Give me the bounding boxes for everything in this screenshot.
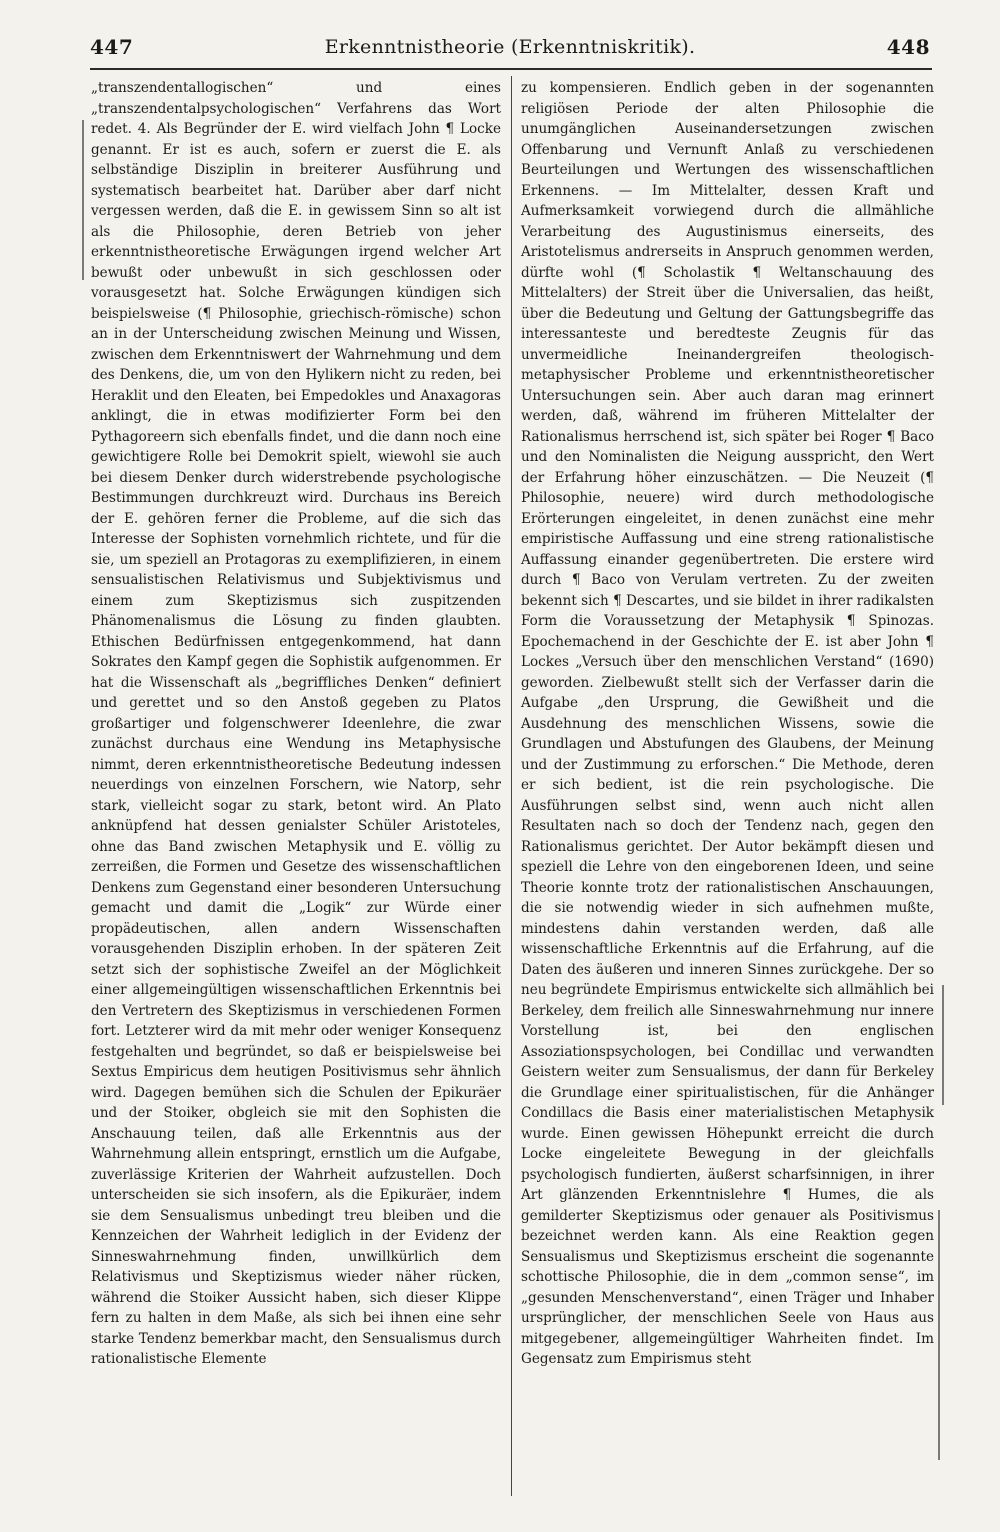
- margin-pencil-mark: [942, 985, 944, 1105]
- running-title: Erkenntnistheorie (Erkenntniskritik).: [324, 36, 696, 58]
- left-page-number: 447: [90, 35, 134, 59]
- header-rule: [90, 68, 932, 70]
- left-column: [91, 78, 501, 1370]
- margin-pencil-mark: [938, 1210, 940, 1460]
- column-divider: [511, 76, 512, 1496]
- right-column: [521, 78, 934, 1370]
- running-header: [90, 30, 930, 64]
- left-column-text: „transzendentallogischen“ und eines „transzendentalpsychologischen“ Verfahrens das Wort redet. 4. Als Begründer der E. wird vielfach John ¶ Locke genannt. Er ist es auch, sofern er zuerst die E. als selbständige Disziplin in breiterer Ausführung und systematisch bearbeitet hat. Darüber aber darf nicht vergessen werden, daß die E. in gewissem Sinn so alt ist als die Philosophie, deren Betrieb von jeher erkenntnistheoretische Erwägungen irgend welcher Art bewußt oder unbewußt in sich geschlossen oder vorausgesetzt hat. Solche Erwägungen kündigen sich beispielsweise (¶ Philosophie, griechisch-römische) schon an in der Unterscheidung zwischen Meinung und Wissen, zwischen dem Erkenntniswert der Wahrnehmung und dem des Denkens, die, um von den Hylikern nicht zu reden, bei Heraklit und den Eleaten, bei Empedokles und Anaxagoras anklingt, die in etwas modifizierter Form bei den Pythagoreern sich ebenfalls findet, und die dann noch eine gewichtigere Rolle bei Demokrit spielt, wiewohl sie auch bei diesem Denker durch widerstrebende psychologische Bestimmungen durchkreuzt wird. Durchaus ins Bereich der E. gehören ferner die Probleme, auf die sich das Interesse der Sophisten vornehmlich richtete, und für die sie, um speziell an Protagoras zu exemplifizieren, in einem sensualistischen Relativismus und Subjektivismus und einem zum Skeptizismus sich zuspitzenden Phänomenalismus die Lösung zu finden glaubten. Ethischen Bedürfnissen entgegenkommend, hat dann Sokrates den Kampf gegen die Sophistik aufgenommen. Er hat die Wissenschaft als „begriffliches Denken“ definiert und gerettet und so den Anstoß gegeben zu Platos großartiger und folgenschwerer Ideenlehre, die zwar zunächst durchaus eine Wendung ins Metaphysische nimmt, deren erkenntnistheoretische Bedeutung indessen neuerdings von einzelnen Forschern, wie Natorp, sehr stark, vielleicht sogar zu stark, betont wird. An Plato anknüpfend hat dessen genialster Schüler Aristoteles, ohne das Band zwischen Metaphysik und E. völlig zu zerreißen, die Formen und Gesetze des wissenschaftlichen Denkens zum Gegenstand einer besonderen Untersuchung gemacht und damit die „Logik“ zur Würde einer propädeutischen, allen andern Wissenschaften vorausgehenden Disziplin erhoben. In der späteren Zeit setzt sich der sophistische Zweifel an der Möglichkeit einer allgemeingültigen wissenschaftlichen Erkenntnis bei den Vertretern des Skeptizismus in verschiedenen Formen fort. Letzterer wird da mit mehr oder weniger Konsequenz festgehalten und begründet, so daß er beispielsweise bei Sextus Empiricus dem heutigen Positivismus sehr ähnlich wird. Dagegen bemühen sich die Schulen der Epikuräer und der Stoiker, obgleich sie mit den Sophisten die Anschauung teilen, daß alle Erkenntnis aus der Wahrnehmung allein entspringt, ernstlich um die Aufgabe, zuverlässige Kriterien der Wahrheit aufzustellen. Doch unterscheiden sie sich insofern, als die Epikuräer, indem sie dem Sensualismus unbedingt treu bleiben und die Kennzeichen der Wahrheit lediglich in der Evidenz der Sinneswahrnehmung finden, unwillkürlich dem Relativismus und Skeptizismus wieder näher rücken, während die Stoiker Aussicht haben, sich dieser Klippe fern zu halten in dem Maße, als sich bei ihnen eine sehr starke Tendenz bemerkbar macht, den Sensualismus durch rationalistische Elemente: [91, 80, 501, 1367]
- right-page-number: 448: [886, 35, 930, 59]
- margin-pencil-mark: [82, 120, 84, 280]
- right-column-text: zu kompensieren. Endlich geben in der sogenannten religiösen Periode der alten Philosophie die unumgänglichen Auseinandersetzungen zwischen Offenbarung und Vernunft Anlaß zu verschiedenen Beurteilungen und Wertungen des wissenschaftlichen Erkennens. — Im Mittelalter, dessen Kraft und Aufmerksamkeit vorwiegend durch die allmähliche Verarbeitung des Augustinismus einerseits, des Aristotelismus andrerseits in Anspruch genommen werden, dürfte wohl (¶ Scholastik ¶ Weltanschauung des Mittelalters) der Streit über die Universalien, das heißt, über die Bedeutung und Geltung der Gattungsbegriffe das interessanteste und beredteste Zeugnis für das unvermeidliche Ineinandergreifen theologisch-metaphysischer Probleme und erkenntnistheoretischer Untersuchungen sein. Aber auch daran mag erinnert werden, daß, während im früheren Mittelalter der Rationalismus herrschend ist, sich später bei Roger ¶ Baco und den Nominalisten die Neigung ausspricht, den Wert der Erfahrung höher einzuschätzen. — Die Neuzeit (¶ Philosophie, neuere) wird durch methodologische Erörterungen eingeleitet, in denen zunächst eine mehr empiristische Auffassung und eine streng rationalistische Auffassung einander gegenübertreten. Die erstere wird durch ¶ Baco von Verulam vertreten. Zu der zweiten bekennt sich ¶ Descartes, und sie bildet in ihrer radikalsten Form die Voraussetzung der Metaphysik ¶ Spinozas. Epochemachend in der Geschichte der E. ist aber John ¶ Lockes „Versuch über den menschlichen Verstand“ (1690) geworden. Zielbewußt stellt sich der Verfasser darin die Aufgabe „den Ursprung, die Gewißheit und die Ausdehnung des menschlichen Wissens, sowie die Grundlagen und Abstufungen des Glaubens, der Meinung und der Zustimmung zu erforschen.“ Die Methode, deren er sich bedient, ist die rein psychologische. Die Ausführungen selbst sind, wenn auch nicht allen Resultaten nach so doch der Tendenz nach, gegen den Rationalismus gerichtet. Der Autor bekämpft diesen und speziell die Lehre von den eingeborenen Ideen, und seine Theorie konnte trotz der rationalistischen Anschauungen, die sie notwendig wieder in sich aufnehmen mußte, mindestens dahin verstanden werden, daß alle wissenschaftliche Erkenntnis auf die Erfahrung, auf die Daten des äußeren und inneren Sinnes zurückgehe. Der so neu begründete Empirismus entwickelte sich allmählich bei Berkeley, dem freilich alle Sinneswahrnehmung nur innere Vorstellung ist, bei den englischen Assoziationspsychologen, bei Condillac und verwandten Geistern weiter zum Sensualismus, der dann für Berkeley die Grundlage einer spiritualistischen, für die Anhänger Condillacs die Basis einer materialistischen Metaphysik wurde. Einen gewissen Höhepunkt erreicht die durch Locke eingeleitete Bewegung in der gleichfalls psychologisch fundierten, äußerst scharfsinnigen, in ihrer Art glänzenden Erkenntnislehre ¶ Humes, die als gemilderter Skeptizismus oder genauer als Positivismus bezeichnet werden kann. Als eine Reaktion gegen Sensualismus und Skeptizismus erscheint die sogenannte schottische Philosophie, die in dem „common sense“, im „gesunden Menschenverstand“, einen Träger und Inhaber ursprünglicher, der menschlichen Seele von Haus aus mitgegebener, allgemeingültiger Wahrheiten findet. Im Gegensatz zum Empirismus steht: [521, 80, 934, 1367]
